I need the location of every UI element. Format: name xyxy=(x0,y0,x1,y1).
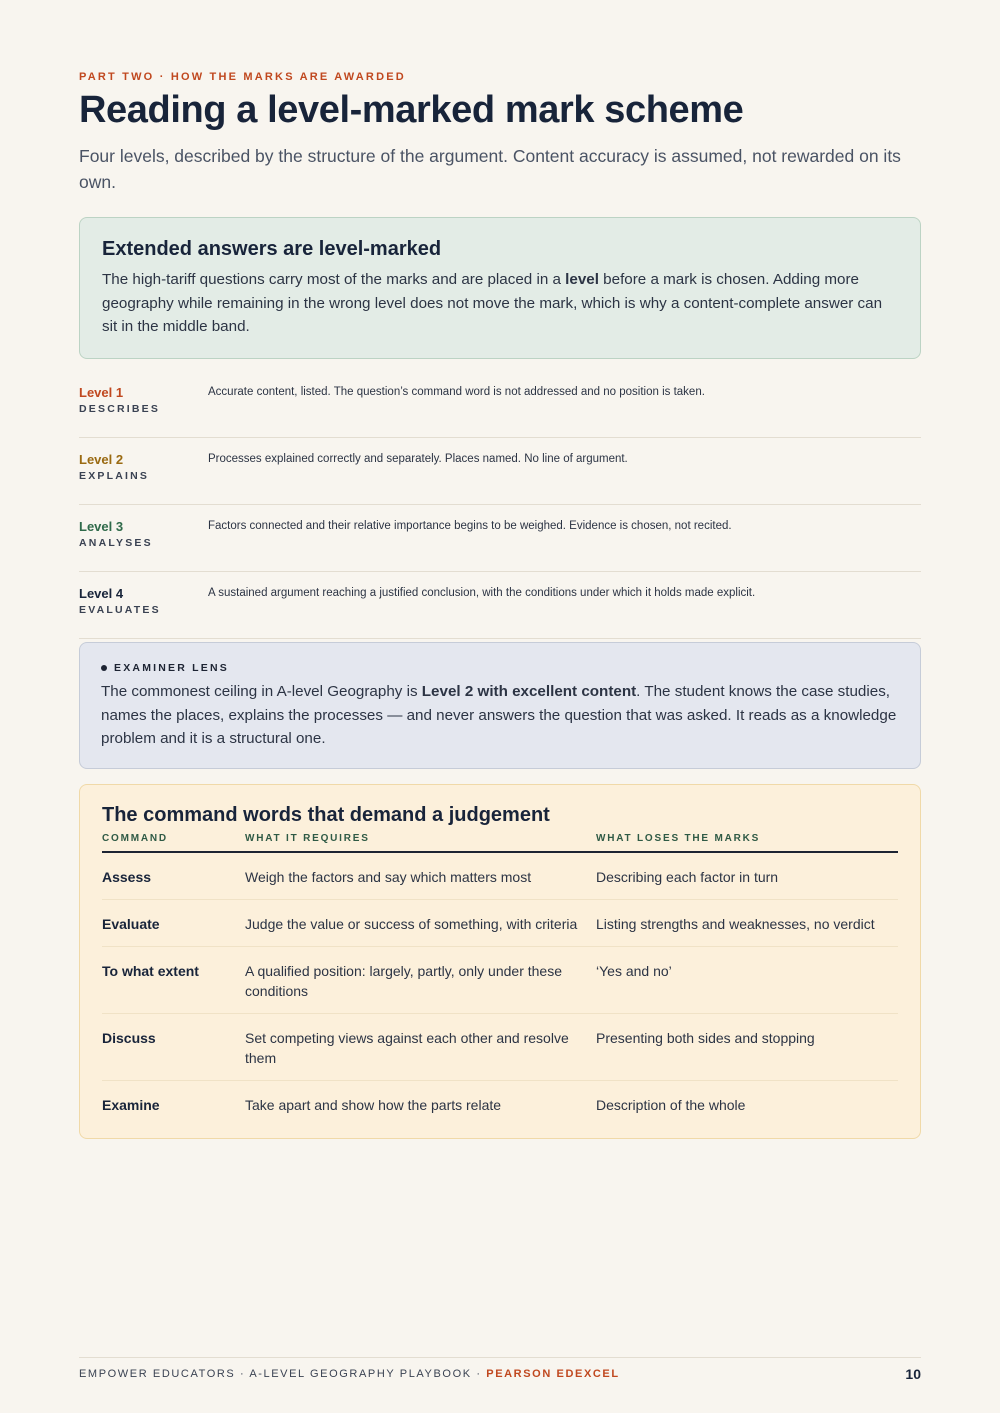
command-words-heading: The command words that demand a judgement xyxy=(102,804,550,826)
column-header-command: COMMAND xyxy=(102,833,168,844)
requires-cell: Weigh the factors and say which matters most xyxy=(245,869,532,885)
callout-heading: Extended answers are level-marked xyxy=(102,238,442,260)
level-description: Processes explained correctly and separately. Places named. No line of argument. xyxy=(208,453,628,465)
level-verb: EVALUATES xyxy=(79,604,161,616)
requires-cell: Take apart and show how the parts relate xyxy=(245,1097,502,1113)
examiner-lens-callout xyxy=(79,642,921,769)
level-verb: ANALYSES xyxy=(79,537,153,549)
table-header xyxy=(102,833,898,853)
levels-list xyxy=(79,371,921,639)
lens-text: The commonest ceiling in A-level Geography is Level 2 with excellent content. The student knows the case studies, names the places, explains the processes — and never answers the question that was asked. It reads as a knowledge problem and it is a structural one. xyxy=(101,683,897,747)
table-row xyxy=(102,853,898,900)
footer-brand: PEARSON EDEXCEL xyxy=(486,1368,620,1380)
page-number: 10 xyxy=(905,1366,921,1382)
loses-cell: Presenting both sides and stopping xyxy=(596,1030,815,1046)
command-cell: Examine xyxy=(102,1097,160,1113)
level-description: Accurate content, listed. The question’s command word is not addressed and no position is taken. xyxy=(208,386,705,398)
level-verb: EXPLAINS xyxy=(79,470,150,482)
requires-cell: A qualified position: largely, partly, only under these conditions xyxy=(245,963,563,999)
level-row xyxy=(79,505,921,572)
lens-label xyxy=(101,662,899,674)
lens-label-text: EXAMINER LENS xyxy=(114,662,229,674)
page-footer xyxy=(79,1357,921,1387)
loses-cell: Listing strengths and weaknesses, no verdict xyxy=(596,916,875,932)
table-row xyxy=(102,900,898,947)
command-words-table xyxy=(102,833,898,1127)
table-row xyxy=(102,1081,898,1127)
command-words-panel xyxy=(79,784,921,1139)
loses-cell: Description of the whole xyxy=(596,1097,746,1113)
loses-cell: Describing each factor in turn xyxy=(596,869,779,885)
requires-cell: Judge the value or success of something, with criteria xyxy=(245,916,578,932)
level-description: A sustained argument reaching a justified conclusion, with the conditions under which it holds made explicit. xyxy=(208,587,756,599)
command-cell: Discuss xyxy=(102,1030,156,1046)
command-cell: To what extent xyxy=(102,963,199,979)
footer-credit: EMPOWER EDUCATORS · A-LEVEL GEOGRAPHY PLAYBOOK · PEARSON EDEXCEL xyxy=(79,1368,620,1380)
level-row xyxy=(79,438,921,505)
command-cell: Evaluate xyxy=(102,916,160,932)
level-marked-callout xyxy=(79,217,921,359)
bullet-dot-icon xyxy=(101,665,107,671)
level-name: Level 4 xyxy=(79,586,124,601)
page-title: Reading a level-marked mark scheme xyxy=(79,89,744,131)
callout-text: The high-tariff questions carry most of the marks and are placed in a level before a mark is chosen. Adding more geography while remaining in the wrong level does not move the mark, which is why a content-complete answer can sit in the middle band. xyxy=(102,271,883,335)
level-name: Level 3 xyxy=(79,519,124,534)
column-header-loses: WHAT LOSES THE MARKS xyxy=(596,833,761,844)
command-cell: Assess xyxy=(102,869,152,885)
level-name: Level 2 xyxy=(79,452,124,467)
column-header-requires: WHAT IT REQUIRES xyxy=(245,833,370,844)
level-row xyxy=(79,572,921,639)
level-name: Level 1 xyxy=(79,385,124,400)
level-row xyxy=(79,371,921,438)
requires-cell: Set competing views against each other and resolve them xyxy=(245,1030,569,1066)
section-eyebrow: PART TWO · HOW THE MARKS ARE AWARDED xyxy=(79,71,406,83)
level-description: Factors connected and their relative importance begins to be weighed. Evidence is chosen, not recited. xyxy=(208,520,732,532)
table-row xyxy=(102,947,898,1014)
table-row xyxy=(102,1014,898,1081)
level-verb: DESCRIBES xyxy=(79,403,161,415)
loses-cell: ‘Yes and no’ xyxy=(596,963,672,979)
page-subtitle: Four levels, described by the structure of the argument. Content accuracy is assumed, not rewarded on its own. xyxy=(79,146,901,192)
